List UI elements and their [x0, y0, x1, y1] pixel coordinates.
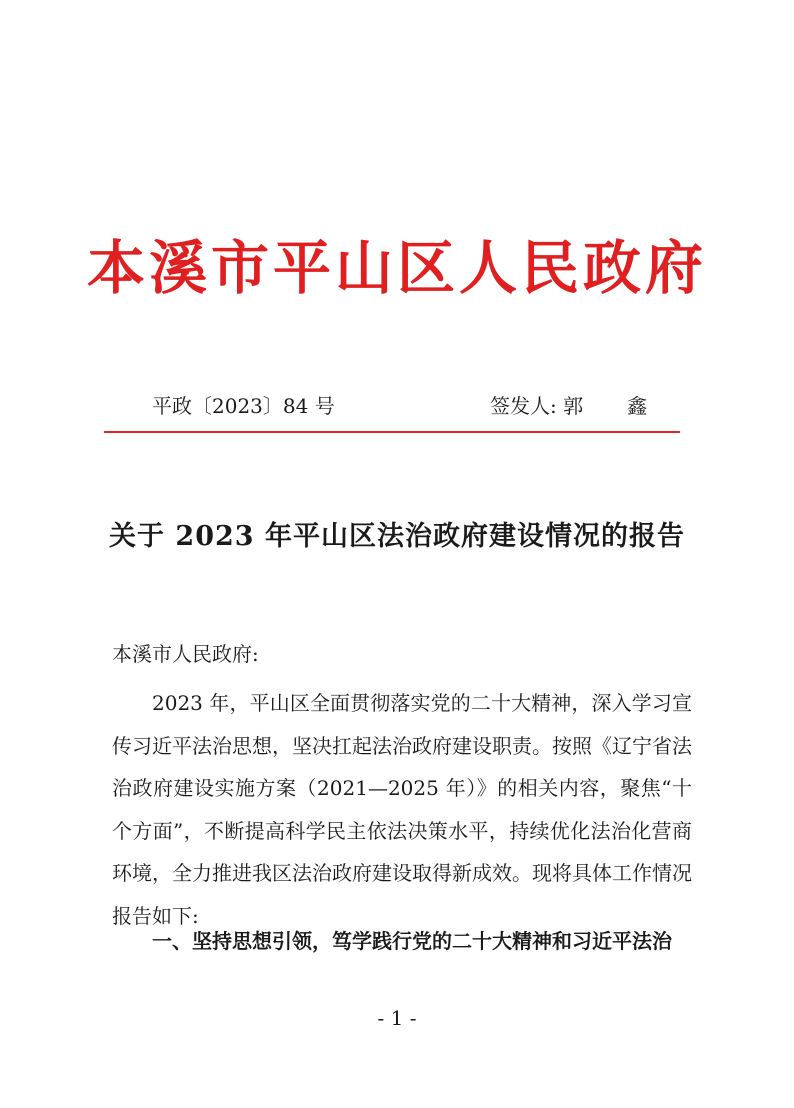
issuer-masthead: 本溪市平山区人民政府	[86, 234, 707, 302]
red-divider-rule	[104, 431, 680, 433]
section-heading: 一、坚持思想引领，笃学践行党的二十大精神和习近平法治	[152, 929, 672, 953]
salutation: 本溪市人民政府:	[112, 642, 259, 666]
signer-label: 签发人:	[490, 394, 557, 418]
document-number: 平政〔2023〕84 号	[152, 394, 335, 418]
page-number: - 1 -	[377, 1006, 417, 1030]
signer-block	[490, 392, 659, 420]
body-paragraph: 2023 年，平山区全面贯彻落实党的二十大精神，深入学习宣传习近平法治思想，坚决扛起法治政府建设职责。按照《辽宁省法治政府建设实施方案（2021—2025 年）》的相关内容，聚焦“十个方面”，不断提高科学民主依法决策水平，持续优化法治化营商环境，全力推进我区法治政府建设取得新成效。现将具体工作情况报告如下:	[112, 691, 692, 928]
signer-name: 郭 鑫	[563, 394, 660, 418]
document-title: 关于 2023 年平山区法治政府建设情况的报告	[109, 521, 685, 552]
